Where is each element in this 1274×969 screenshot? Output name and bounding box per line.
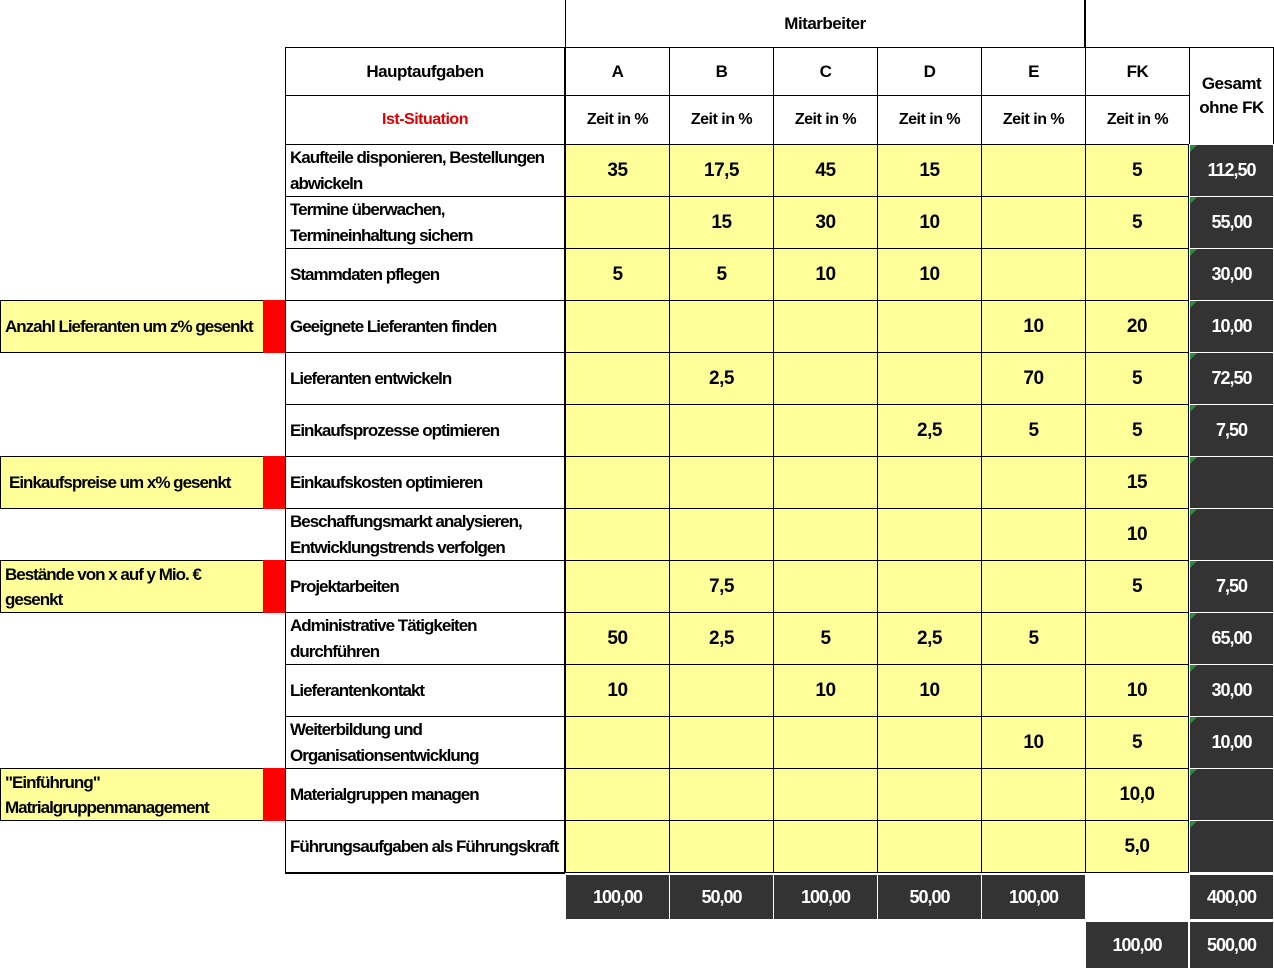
time-cell-a[interactable] [565,560,670,613]
goal-label[interactable]: Anzahl Lieferanten um z% gesenkt [0,300,264,353]
time-cell-a[interactable] [565,196,670,249]
time-cell-b[interactable] [669,768,774,821]
time-cell-d[interactable] [877,456,982,509]
comment-indicator-icon [1190,405,1197,412]
time-cell-c[interactable] [773,456,878,509]
task-label[interactable]: Materialgruppen managen [285,768,565,821]
time-cell-a[interactable]: 10 [565,664,670,717]
row-total-cell[interactable] [1189,508,1274,561]
zeit-label-e[interactable]: Zeit in % [981,95,1086,145]
ist-situation-label[interactable]: Ist-Situation [285,95,565,145]
task-label[interactable]: Einkaufskosten optimieren [285,456,565,509]
task-label[interactable]: Lieferanten entwickeln [285,352,565,405]
time-cell-a[interactable] [565,768,670,821]
comment-indicator-icon [1190,145,1197,152]
time-cell-a[interactable]: 5 [565,248,670,301]
time-cell-c[interactable] [773,716,878,769]
time-cell-fk[interactable]: 10 [1085,664,1190,717]
time-cell-b[interactable] [669,508,774,561]
time-cell-e[interactable] [981,664,1086,717]
time-cell-d[interactable]: 2,5 [877,404,982,457]
time-cell-c[interactable] [773,352,878,405]
time-cell-fk[interactable]: 10 [1085,508,1190,561]
header-blank-cell[interactable] [1085,0,1189,48]
goal-label[interactable]: "Einführung" Matrialgruppenmanagement [0,768,264,821]
time-cell-d[interactable] [877,508,982,561]
task-label[interactable]: Geeignete Lieferanten finden [285,300,565,353]
time-cell-e[interactable]: 10 [981,300,1086,353]
time-cell-d[interactable] [877,768,982,821]
time-cell-b[interactable] [669,664,774,717]
comment-indicator-icon [1190,249,1197,256]
column-header-b[interactable]: B [669,47,774,96]
comment-indicator-icon [1190,717,1197,724]
time-cell-b[interactable] [669,300,774,353]
time-cell-c[interactable] [773,508,878,561]
time-cell-fk[interactable] [1085,612,1190,665]
time-cell-d[interactable] [877,300,982,353]
column-header-c[interactable]: C [773,47,878,96]
time-cell-c[interactable]: 10 [773,248,878,301]
time-cell-a[interactable] [565,716,670,769]
time-cell-a[interactable] [565,404,670,457]
task-label[interactable]: Projektarbeiten [285,560,565,613]
comment-indicator-icon [1190,665,1197,672]
time-cell-d[interactable] [877,820,982,873]
time-cell-c[interactable] [773,768,878,821]
time-cell-e[interactable] [981,248,1086,301]
time-cell-fk[interactable] [1085,248,1190,301]
goal-label[interactable]: Einkaufspreise um x% gesenkt [0,456,264,509]
time-cell-e[interactable] [981,144,1086,197]
time-cell-a[interactable] [565,508,670,561]
column-sum-cell[interactable]: 100,00 [565,874,670,920]
goal-red-marker [263,456,285,509]
task-label[interactable]: Termine überwachen, Termineinhaltung sichern [285,196,565,249]
time-cell-b[interactable] [669,404,774,457]
time-cell-e[interactable]: 10 [981,716,1086,769]
zeit-label-c[interactable]: Zeit in % [773,95,878,145]
column-sum-cell[interactable]: 100,00 [981,874,1086,920]
column-sum-cell[interactable]: 100,00 [773,874,878,920]
overall-sum-cell[interactable]: 500,00 [1189,921,1274,969]
row-total-cell[interactable]: 30,00 [1189,248,1274,301]
row-total-cell[interactable]: 112,50 [1189,144,1274,197]
time-cell-fk[interactable]: 5 [1085,560,1190,613]
time-cell-fk[interactable]: 5 [1085,196,1190,249]
row-total-cell[interactable]: 30,00 [1189,664,1274,717]
time-cell-d[interactable] [877,716,982,769]
time-cell-fk[interactable]: 20 [1085,300,1190,353]
time-cell-c[interactable] [773,820,878,873]
column-header-e[interactable]: E [981,47,1086,96]
time-cell-e[interactable] [981,820,1086,873]
task-label[interactable]: Lieferantenkontakt [285,664,565,717]
time-cell-d[interactable]: 10 [877,248,982,301]
time-cell-e[interactable] [981,768,1086,821]
task-label[interactable]: Stammdaten pflegen [285,248,565,301]
zeit-label-a[interactable]: Zeit in % [565,95,670,145]
column-sum-cell[interactable]: 50,00 [669,874,774,920]
row-total-cell[interactable]: 10,00 [1189,716,1274,769]
time-cell-e[interactable] [981,560,1086,613]
time-cell-a[interactable]: 50 [565,612,670,665]
time-cell-c[interactable]: 30 [773,196,878,249]
time-cell-d[interactable] [877,560,982,613]
time-cell-b[interactable] [669,456,774,509]
time-cell-b[interactable] [669,716,774,769]
time-cell-d[interactable]: 10 [877,664,982,717]
time-cell-d[interactable] [877,352,982,405]
time-cell-b[interactable]: 2,5 [669,612,774,665]
comment-indicator-icon [1190,509,1197,516]
column-sum-cell[interactable]: 50,00 [877,874,982,920]
row-total-cell[interactable]: 55,00 [1189,196,1274,249]
time-cell-a[interactable] [565,456,670,509]
row-total-cell[interactable]: 7,50 [1189,404,1274,457]
gesamt-sum-cell[interactable]: 400,00 [1189,874,1274,920]
goal-red-marker [263,300,285,353]
zeit-label-fk[interactable]: Zeit in % [1085,95,1190,145]
row-total-cell[interactable]: 65,00 [1189,612,1274,665]
time-cell-fk[interactable]: 5 [1085,352,1190,405]
fk-sum-cell[interactable]: 100,00 [1085,921,1189,969]
zeit-label-d[interactable]: Zeit in % [877,95,982,145]
comment-indicator-icon [1190,353,1197,360]
time-cell-a[interactable] [565,820,670,873]
row-total-cell[interactable] [1189,456,1274,509]
row-total-cell[interactable] [1189,820,1274,873]
time-cell-e[interactable]: 5 [981,612,1086,665]
goal-red-marker [263,768,285,821]
time-cell-c[interactable]: 5 [773,612,878,665]
comment-indicator-icon [1190,821,1197,828]
comment-indicator-icon [1190,561,1197,568]
hauptaufgaben-header[interactable]: Hauptaufgaben [285,47,565,96]
task-label[interactable]: Administrative Tätigkeiten durchführen [285,612,565,665]
comment-indicator-icon [1190,197,1197,204]
row-total-cell[interactable]: 7,50 [1189,560,1274,613]
comment-indicator-icon [1190,769,1197,776]
column-header-a[interactable]: A [565,47,670,96]
time-cell-c[interactable]: 10 [773,664,878,717]
time-cell-b[interactable]: 5 [669,248,774,301]
time-cell-b[interactable] [669,820,774,873]
comment-indicator-icon [1190,301,1197,308]
time-cell-e[interactable] [981,196,1086,249]
task-label[interactable]: Einkaufsprozesse optimieren [285,404,565,457]
task-label[interactable]: Beschaffungsmarkt analysieren, Entwicklungstrends verfolgen [285,508,565,561]
row-total-cell[interactable]: 10,00 [1189,300,1274,353]
time-cell-e[interactable]: 70 [981,352,1086,405]
comment-indicator-icon [1190,613,1197,620]
time-cell-e[interactable]: 5 [981,404,1086,457]
time-cell-c[interactable]: 45 [773,144,878,197]
time-cell-fk[interactable]: 5 [1085,144,1190,197]
time-cell-c[interactable] [773,560,878,613]
goal-red-marker [263,560,285,613]
row-total-cell[interactable] [1189,768,1274,821]
time-cell-fk[interactable]: 5,0 [1085,820,1190,873]
table-bottom-rule [285,872,565,874]
mitarbeiter-header[interactable]: Mitarbeiter [565,0,1085,48]
column-header-d[interactable]: D [877,47,982,96]
time-cell-fk[interactable]: 5 [1085,716,1190,769]
goal-label[interactable]: Bestände von x auf y Mio. € gesenkt [0,560,264,613]
time-cell-a[interactable] [565,300,670,353]
row-total-cell[interactable]: 72,50 [1189,352,1274,405]
time-cell-e[interactable] [981,456,1086,509]
zeit-label-b[interactable]: Zeit in % [669,95,774,145]
task-label[interactable]: Weiterbildung und Organisationsentwicklung [285,716,565,769]
time-cell-b[interactable]: 17,5 [669,144,774,197]
time-cell-d[interactable]: 10 [877,196,982,249]
column-header-fk[interactable]: FK [1085,47,1190,96]
time-cell-fk[interactable]: 15 [1085,456,1190,509]
task-label[interactable]: Führungsaufgaben als Führungskraft [285,820,565,873]
time-cell-c[interactable] [773,404,878,457]
time-cell-a[interactable]: 35 [565,144,670,197]
time-cell-a[interactable] [565,352,670,405]
time-cell-d[interactable]: 2,5 [877,612,982,665]
time-cell-fk[interactable]: 5 [1085,404,1190,457]
task-label[interactable]: Kaufteile disponieren, Bestellungen abwickeln [285,144,565,197]
time-cell-d[interactable]: 15 [877,144,982,197]
time-cell-b[interactable]: 7,5 [669,560,774,613]
time-cell-c[interactable] [773,300,878,353]
gesamt-ohne-fk-header[interactable]: Gesamt ohne FK [1189,47,1274,145]
time-cell-b[interactable]: 2,5 [669,352,774,405]
time-cell-fk[interactable]: 10,0 [1085,768,1190,821]
comment-indicator-icon [1190,457,1197,464]
time-cell-e[interactable] [981,508,1086,561]
time-cell-b[interactable]: 15 [669,196,774,249]
